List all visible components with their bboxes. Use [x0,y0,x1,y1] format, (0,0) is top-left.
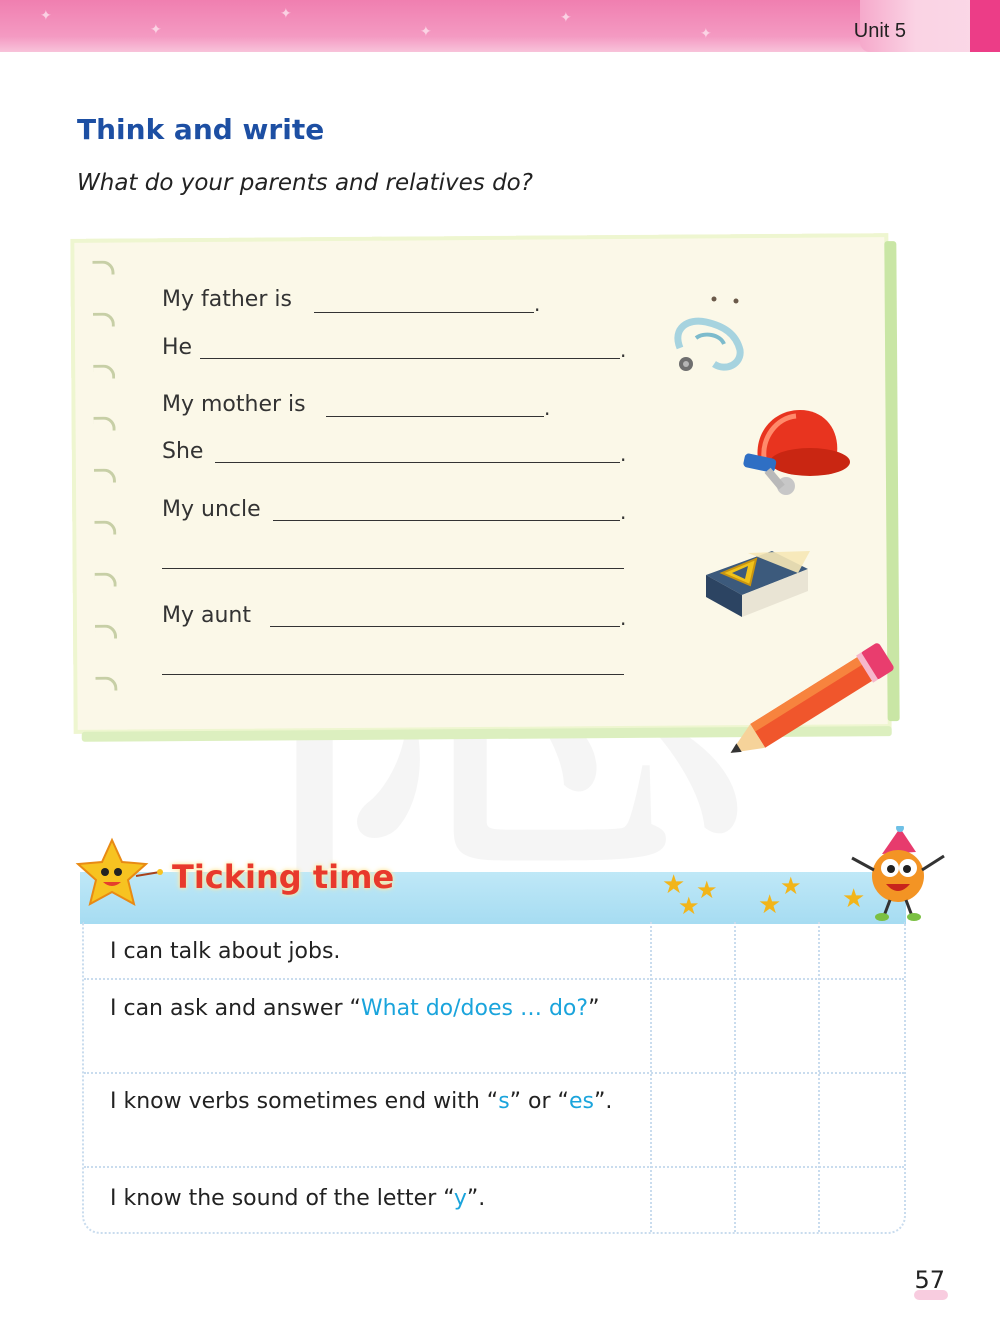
sparkle-icon: ✦ [280,6,292,22]
tick-column-divider [818,922,820,1232]
checklist-highlight: y [453,1186,467,1211]
uncle-prompt: My uncle [162,497,261,522]
mother-prompt: My mother is [162,392,306,417]
father-pronoun: He [162,335,193,360]
checklist-text: ” [588,996,600,1021]
binder-ring [93,365,115,379]
binder-ring [95,677,117,691]
sparkle-icon: ✦ [700,26,712,42]
sparkle-icon: ✦ [420,24,432,40]
page-number: 57 [914,1266,945,1294]
star-icon: ★ [842,884,866,914]
tick-column-divider [734,922,736,1232]
checklist-highlight: s [498,1089,510,1114]
binder-ring [94,469,116,483]
hard-hat-icon [740,402,852,498]
section-question: What do your parents and relatives do? [77,170,533,196]
unit-tab-edge [970,0,1000,52]
binder-ring [92,261,114,275]
aunt-job-blank[interactable] [270,626,620,627]
uncle-job-blank[interactable] [273,520,620,521]
period: . [620,500,627,524]
checklist-item-jobs [110,934,630,970]
mother-pronoun: She [162,439,204,464]
uncle-detail-blank[interactable] [162,568,624,569]
book-ruler-icon [702,545,812,625]
aunt-detail-blank[interactable] [162,674,624,675]
sparkle-icon: ✦ [150,22,162,38]
pencil-icon [712,640,912,764]
checklist-text: I can talk about jobs. [110,939,341,964]
father-job-blank[interactable] [314,312,534,313]
period: . [620,338,627,362]
binder-ring [93,313,115,327]
binder-ring [95,573,117,587]
section-title: Think and write [77,113,325,146]
period: . [620,606,627,630]
top-decorative-band [0,0,1000,52]
star-icon: ★ [758,890,782,920]
father-prompt: My father is [162,287,292,312]
mother-job-blank[interactable] [326,416,544,417]
star-icon: ★ [696,876,718,904]
binder-ring [94,521,116,535]
mother-detail-blank[interactable] [215,462,620,463]
checklist-item-letter-y [110,1181,630,1217]
checklist-text: ”. [593,1089,613,1114]
checklist-text: ” or “ [509,1089,569,1114]
star-mascot-icon [74,836,166,910]
unit-label: Unit 5 [853,20,906,42]
father-detail-blank[interactable] [200,358,620,359]
sparkle-icon: ✦ [560,10,572,26]
checklist-highlight: What do/does … do? [360,996,589,1021]
period: . [620,442,627,466]
stethoscope-icon [666,288,750,382]
sparkle-icon: ✦ [40,8,52,24]
aunt-prompt: My aunt [162,603,251,628]
tick-column-divider [650,922,652,1232]
period: . [544,396,551,420]
checklist-text: I know the sound of the letter “ [110,1186,454,1211]
ticking-time-title: Ticking time [172,858,395,896]
checklist-text: ”. [466,1186,486,1211]
star-icon: ★ [678,892,700,920]
checklist-item-verbs [110,1084,630,1120]
checklist-item-ask-answer [110,991,630,1027]
checklist-text: I can ask and answer “ [110,996,361,1021]
star-icon: ★ [780,872,802,900]
binder-ring [94,417,116,431]
binder-ring [95,625,117,639]
ball-mascot-icon [846,826,950,922]
checklist-text: I know verbs sometimes end with “ [110,1089,499,1114]
checklist-highlight: es [568,1089,594,1114]
star-icon: ★ [662,870,686,900]
period: . [534,292,541,316]
